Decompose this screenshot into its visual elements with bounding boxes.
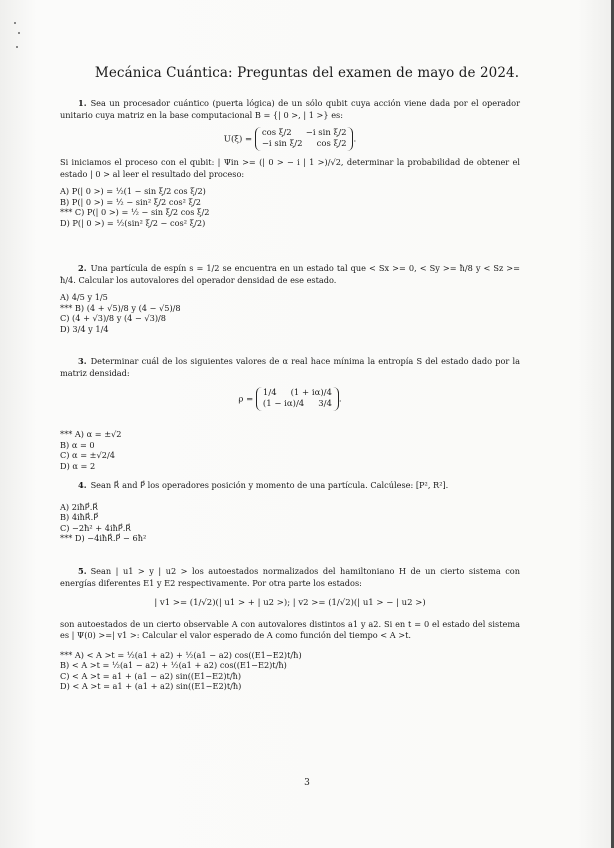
question-text: Determinar cuál de los siguientes valores de α real hace mínima la entropía S del estado dado por la matriz densidad: (60, 356, 520, 378)
question-4 (60, 480, 520, 544)
question-number: 3. (78, 356, 87, 366)
matrix-cell: 1/4 (262, 388, 277, 398)
question-number: 2. (78, 263, 87, 273)
answer-option[interactable]: *** A) < A >t = ½(a1 + a2) + ½(a1 − a2) cos((E1−E2)t/ħ) (60, 649, 302, 660)
answer-option[interactable]: B) 4iħR⃗.P⃗ (60, 512, 99, 522)
question-5 (60, 566, 520, 692)
question-text: Una partícula de espín s = 1/2 se encuentra en un estado tal que < Sx >= 0, < Sy >= ħ/8 y < Sz >= ħ/4. Calcular los autovalores del operador densidad de ese estado. (60, 263, 520, 285)
answer-options (60, 429, 520, 471)
answer-option[interactable]: C) α = ±√2/4 (60, 450, 115, 460)
answer-option[interactable]: C) (4 + √3)/8 y (4 − √3)/8 (60, 313, 167, 323)
answer-option[interactable]: A) P(| 0 >) = ½(1 − sin ξ/2 cos ξ/2) (60, 186, 206, 196)
answer-option[interactable]: *** B) (4 + √5)/8 y (4 − √5)/8 (60, 302, 181, 313)
answer-option[interactable]: B) P(| 0 >) = ½ − sin² ξ/2 cos² ξ/2 (60, 196, 201, 207)
page-number: 3 (304, 778, 310, 788)
question-number: 5. (78, 566, 87, 576)
answer-option[interactable]: D) P(| 0 >) = ½(sin² ξ/2 − cos² ξ/2) (60, 217, 206, 228)
answer-option[interactable]: D) 3/4 y 1/4 (60, 323, 109, 334)
answer-options (60, 650, 520, 692)
answer-options (60, 292, 520, 334)
question-number: 4. (78, 480, 87, 490)
matrix-cell: (1 − iα)/4 (262, 399, 305, 409)
matrix-cell: −i sin ξ/2 (261, 139, 303, 149)
answer-option[interactable]: A) 4/5 y 1/5 (60, 292, 108, 302)
answer-option[interactable]: C) −2ħ² + 4iħP⃗.R⃗ (60, 522, 132, 533)
density-matrix (256, 387, 339, 411)
answer-option[interactable]: B) < A >t = ½(a1 − a2) + ½(a1 + a2) cos((E1−E2)t/ħ) (60, 660, 287, 670)
page-title: Mecánica Cuántica: Preguntas del examen de mayo de 2024. (94, 65, 520, 81)
states-equation: | v1 >= (1/√2)(| u1 > + | u2 >); | v2 >= (1/√2)(| u1 > − | u2 >) (154, 598, 426, 608)
matrix-cell: 3/4 (318, 399, 332, 409)
unitary-equation: U(ξ) = cos ξ/2 −i sin ξ/2 −i sin ξ/2 cos ξ/2 . (223, 128, 357, 149)
question-number: 1. (78, 98, 87, 108)
answer-option[interactable]: D) α = 2 (60, 460, 96, 471)
answer-option[interactable]: *** D) −4iħR⃗.P⃗ − 6ħ² (60, 533, 147, 543)
question-text: Sea un procesador cuántico (puerta lógica) de un sólo qubit cuya acción viene dada por el operador unitario cuya matriz en la base computacional B = {| 0 >, | 1 >} es: (60, 98, 520, 120)
answer-option[interactable]: B) α = 0 (60, 439, 95, 450)
answer-option[interactable]: C) < A >t = a1 + (a1 − a2) sin((E1−E2)t/ħ) (60, 670, 242, 681)
unitary-matrix (255, 127, 354, 151)
answer-options (60, 502, 520, 544)
matrix-cell: −i sin ξ/2 (305, 128, 347, 138)
equation-label: ρ = (238, 394, 254, 405)
matrix-cell: (1 + iα)/4 (290, 388, 332, 398)
answer-option[interactable]: D) < A >t = a1 + (a1 + a2) sin((E1−E2)t/ħ) (60, 681, 242, 691)
question-text: Sean R⃗ and P⃗ los operadores posición y momento de una partícula. Calcúlese: [P², R²]. (90, 480, 449, 490)
matrix-cell: cos ξ/2 (261, 128, 292, 138)
question-2 (60, 263, 520, 334)
question-1 (60, 98, 520, 228)
answer-options (60, 186, 520, 228)
question-text-continued: Si iniciamos el proceso con el qubit: | Ψin >= (| 0 > − i | 1 >)/√2, determinar la probabilidad de obtener el estado | 0 > al leer el resultado del proceso: (60, 157, 520, 179)
question-text-continued: son autoestados de un cierto observable A con autovalores distintos a1 y a2. Si en t = 0 el estado del sistema es | Ψ(0) >=| v1 >: Calcular el valor esperado de A como función del tiempo < A >t. (60, 618, 520, 640)
answer-option[interactable]: *** C) P(| 0 >) = ½ − sin ξ/2 cos ξ/2 (60, 207, 210, 217)
answer-option[interactable]: A) 2iħP⃗.R⃗ (60, 501, 99, 512)
equation-label: U(ξ) = (223, 134, 253, 145)
question-3 (60, 356, 520, 471)
density-equation: ρ = 1/4 (1 + iα)/4 (1 − iα)/4 3/4 . (238, 388, 342, 409)
question-text: Sean | u1 > y | u2 > los autoestados normalizados del hamiltoniano H de un cierto sistema con energías diferentes E1 y E2 respectivamente. Por otra parte los estados: (60, 566, 520, 588)
matrix-cell: cos ξ/2 (316, 139, 347, 149)
answer-option[interactable]: *** A) α = ±√2 (60, 429, 122, 439)
